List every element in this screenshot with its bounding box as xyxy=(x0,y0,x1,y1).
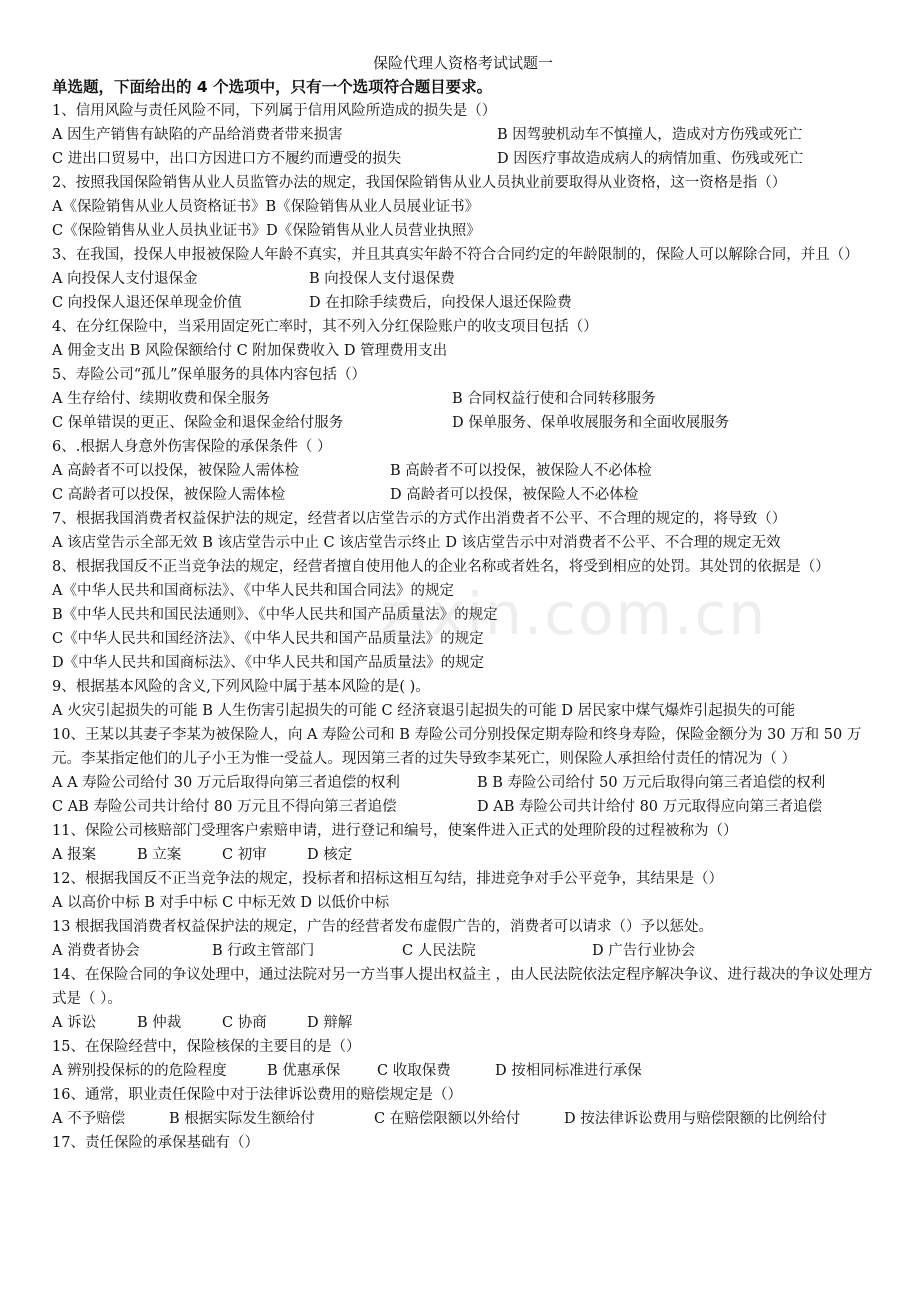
question-5-stem: 5、寿险公司“孤儿”保单服务的具体内容包括（） xyxy=(52,367,367,383)
question-16-option-a: A 不予赔偿 xyxy=(52,1111,126,1127)
question-8-option-b: B《中华人民共和国民法通则》、《中华人民共和国产品质量法》的规定 xyxy=(52,607,498,623)
question-13-option-a: A 消费者协会 xyxy=(52,943,140,959)
question-7-stem: 7、根据我国消费者权益保护法的规定，经营者以店堂告示的方式作出消费者不公平、不合理的规定的，将导致（） xyxy=(52,511,787,527)
question-13-options xyxy=(52,939,874,963)
question-10-stem: 10、王某以其妻子李某为被保险人，向 A 寿险公司和 B 寿险公司分别投保定期寿险和终身寿险，保险金额分为 30 万和 50 万元。李某指定他们的儿子小王为惟一受益人。现因第三者的过失导致李某死亡，则保险人承担给付责任的情况为（ ） xyxy=(52,727,862,767)
question-16-options xyxy=(52,1107,874,1131)
question-1-option-a: A 因生产销售有缺陷的产品给消费者带来损害 xyxy=(52,127,343,143)
question-1-options-row-2 xyxy=(52,147,874,171)
question-5-options-row-2 xyxy=(52,411,874,435)
question-15-option-c: C 收取保费 xyxy=(377,1063,451,1079)
question-11-option-c: C 初审 xyxy=(222,847,267,863)
question-10-options-row-2 xyxy=(52,795,874,819)
question-9-options: A 火灾引起损失的可能 B 人生伤害引起损失的可能 C 经济衰退引起损失的可能 D 居民家中煤气爆炸引起损失的可能 xyxy=(52,703,796,719)
question-5-option-b: B 合同权益行使和合同转移服务 xyxy=(452,391,656,407)
question-6-option-b: B 高龄者不可以投保，被保险人不必体检 xyxy=(390,463,652,479)
question-14-stem: 14、在保险合同的争议处理中，通过法院对另一方当事人提出权益主 ，由人民法院依法定程序解决争议、进行裁决的争议处理方式是（ ）。 xyxy=(52,967,873,1007)
question-6-option-a: A 高龄者不可以投保，被保险人需体检 xyxy=(52,463,300,479)
question-13-option-b: B 行政主管部门 xyxy=(212,943,315,959)
question-10-option-c: C AB 寿险公司共计给付 80 万元且不得向第三者追偿 xyxy=(52,799,397,815)
question-12-stem: 12、根据我国反不正当竞争法的规定，投标者和招标这相互勾结，排进竞争对手公平竞争，其结果是（） xyxy=(52,871,723,887)
question-17-stem: 17、责任保险的承保基础有（） xyxy=(52,1135,259,1151)
question-3-option-b: B 向投保人支付退保费 xyxy=(309,271,455,287)
question-15-stem: 15、在保险经营中，保险核保的主要目的是（） xyxy=(52,1039,361,1055)
question-11-option-a: A 报案 xyxy=(52,847,97,863)
question-8-stem: 8、根据我国反不正当竞争法的规定，经营者擅自使用他人的企业名称或者姓名，将受到相应的处罚。其处罚的依据是（） xyxy=(52,559,830,575)
question-14-option-d: D 辩解 xyxy=(307,1015,353,1031)
question-9-stem: 9、根据基本风险的含义,下列风险中属于基本风险的是( )。 xyxy=(52,679,430,695)
question-11-option-b: B 立案 xyxy=(137,847,182,863)
page-title: 保险代理人资格考试试题一 xyxy=(372,54,553,72)
question-16-option-b: B 根据实际发生额给付 xyxy=(169,1111,315,1127)
question-15-option-b: B 优惠承保 xyxy=(267,1063,341,1079)
question-14-option-b: B 仲裁 xyxy=(137,1015,182,1031)
question-10-option-a: A A 寿险公司给付 30 万元后取得向第三者追偿的权利 xyxy=(52,775,400,791)
question-15-option-d: D 按相同标准进行承保 xyxy=(495,1063,642,1079)
question-14-options xyxy=(52,1011,874,1035)
question-13-stem: 13 根据我国消费者权益保护法的规定，广告的经营者发布虚假广告的，消费者可以请求（）予以惩处。 xyxy=(52,919,714,935)
question-6-option-c: C 高龄者可以投保，被保险人需体检 xyxy=(52,487,286,503)
question-1-option-c: C 进出口贸易中，出口方因进口方不履约而遭受的损失 xyxy=(52,151,402,167)
question-13-option-d: D 广告行业协会 xyxy=(592,943,696,959)
question-6-options-row-1 xyxy=(52,459,874,483)
question-3-option-a: A 向投保人支付退保金 xyxy=(52,271,198,287)
question-1-stem: 1、信用风险与责任风险不同，下列属于信用风险所造成的损失是（） xyxy=(52,103,497,119)
question-4-stem: 4、在分红保险中，当采用固定死亡率时，其不列入分红保险账户的收支项目包括（） xyxy=(52,319,598,335)
question-16-stem: 16、通常，职业责任保险中对于法律诉讼费用的赔偿规定是（） xyxy=(52,1087,462,1103)
question-6-stem: 6、.根据人身意外伤害保险的承保条件（ ） xyxy=(52,439,332,455)
question-11-option-d: D 核定 xyxy=(307,847,353,863)
question-1-option-d: D 因医疗事故造成病人的病情加重、伤残或死亡 xyxy=(497,151,804,167)
question-2-options-cd: C《保险销售从业人员执业证书》D《保险销售从业人员营业执照》 xyxy=(52,223,481,239)
question-11-options xyxy=(52,843,874,867)
question-3-option-c: C 向投保人退还保单现金价值 xyxy=(52,295,242,311)
question-4-options: A 佣金支出 B 风险保额给付 C 附加保费收入 D 管理费用支出 xyxy=(52,343,448,359)
question-3-options-row-2 xyxy=(52,291,874,315)
question-13-option-c: C 人民法院 xyxy=(402,943,476,959)
question-3-options-row-1 xyxy=(52,267,874,291)
question-8-option-a: A《中华人民共和国商标法》、《中华人民共和国合同法》的规定 xyxy=(52,583,454,599)
question-6-option-d: D 高龄者可以投保，被保险人不必体检 xyxy=(390,487,639,503)
question-16-option-c: C 在赔偿限额以外给付 xyxy=(374,1111,521,1127)
question-8-option-c: C《中华人民共和国经济法》、《中华人民共和国产品质量法》的规定 xyxy=(52,631,484,647)
question-5-option-a: A 生存给付、续期收费和保全服务 xyxy=(52,391,271,407)
question-15-option-a: A 辨别投保标的的危险程度 xyxy=(52,1063,227,1079)
question-3-stem: 3、在我国，投保人申报被保险人年龄不真实，并且其真实年龄不符合合同约定的年龄限制的，保险人可以解除合同，并且（） xyxy=(52,247,859,263)
section-instruction: 单选题，下面给出的 4 个选项中，只有一个选项符合题目要求。 xyxy=(52,78,493,96)
question-10-option-d: D AB 寿险公司共计给付 80 万元取得应向第三者追偿 xyxy=(477,799,823,815)
question-7-options: A 该店堂告示全部无效 B 该店堂告示中止 C 该店堂告示终止 D 该店堂告示中对消费者不公平、不合理的规定无效 xyxy=(52,535,781,551)
question-6-options-row-2 xyxy=(52,483,874,507)
question-10-options-row-1 xyxy=(52,771,874,795)
question-15-options xyxy=(52,1059,874,1083)
question-1-option-b: B 因驾驶机动车不慎撞人，造成对方伤残或死亡 xyxy=(497,127,803,143)
question-14-option-a: A 诉讼 xyxy=(52,1015,97,1031)
watermark: zixin.com.cn xyxy=(380,580,768,648)
question-2-options-ab: A《保险销售从业人员资格证书》B《保险销售从业人员展业证书》 xyxy=(52,199,480,215)
question-5-option-c: C 保单错误的更正、保险金和退保金给付服务 xyxy=(52,415,344,431)
question-12-options: A 以高价中标 B 对手中标 C 中标无效 D 以低价中标 xyxy=(52,895,390,911)
question-11-stem: 11、保险公司核赔部门受理客户索赔申请，进行登记和编号，使案件进入正式的处理阶段的过程被称为（） xyxy=(52,823,738,839)
question-14-option-c: C 协商 xyxy=(222,1015,267,1031)
question-5-options-row-1 xyxy=(52,387,874,411)
question-5-option-d: D 保单服务、保单收展服务和全面收展服务 xyxy=(452,415,730,431)
question-8-option-d: D《中华人民共和国商标法》、《中华人民共和国产品质量法》的规定 xyxy=(52,655,485,671)
question-16-option-d: D 按法律诉讼费用与赔偿限额的比例给付 xyxy=(564,1111,827,1127)
question-1-options-row-1 xyxy=(52,123,874,147)
question-10-option-b: B B 寿险公司给付 50 万元后取得向第三者追偿的权利 xyxy=(477,775,826,791)
question-3-option-d: D 在扣除手续费后，向投保人退还保险费 xyxy=(309,295,572,311)
question-2-stem: 2、按照我国保险销售从业人员监管办法的规定，我国保险销售从业人员执业前要取得从业资格，这一资格是指（） xyxy=(52,175,787,191)
